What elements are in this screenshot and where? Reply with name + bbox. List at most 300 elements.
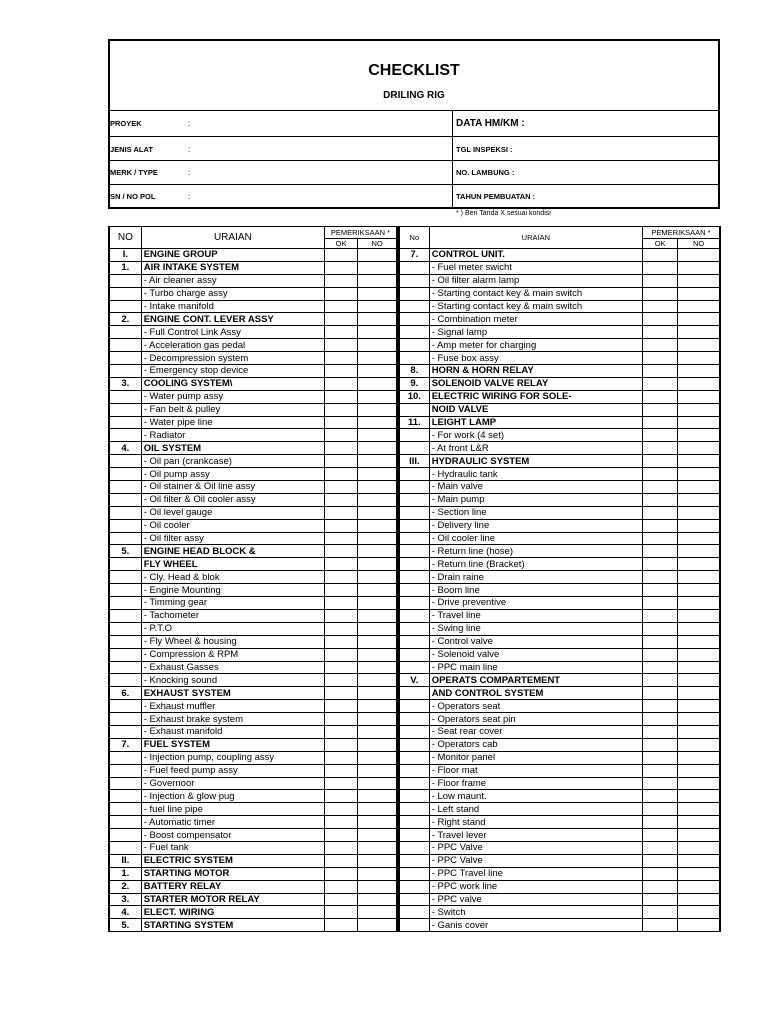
not-ok-checkbox-cell[interactable] [678,352,720,365]
row-number [399,751,429,764]
ok-checkbox-cell[interactable] [324,816,357,829]
not-ok-checkbox-cell[interactable] [358,661,397,674]
not-ok-checkbox-cell[interactable] [358,738,397,751]
not-ok-checkbox-cell[interactable] [678,700,720,713]
ok-checkbox-cell[interactable] [324,558,357,571]
not-ok-checkbox-cell[interactable] [678,313,720,326]
row-number [399,777,429,790]
not-ok-checkbox-cell[interactable] [358,790,397,803]
not-ok-checkbox-cell[interactable] [358,390,397,403]
row-item: - Starting contact key & main switch [429,300,642,313]
ok-checkbox-cell[interactable] [324,313,357,326]
row-number [109,352,141,365]
not-ok-checkbox-cell[interactable] [358,313,397,326]
row-item: ENGINE CONT. LEVER ASSY [141,313,324,326]
ok-checkbox-cell[interactable] [324,468,357,481]
ok-checkbox-cell[interactable] [643,597,678,610]
col-ok-header: OK [643,239,678,249]
ok-checkbox-cell[interactable] [643,713,678,726]
row-number [399,648,429,661]
row-item: - Intake manifold [141,300,324,313]
not-ok-checkbox-cell[interactable] [358,713,397,726]
ok-checkbox-cell[interactable] [643,352,678,365]
not-ok-checkbox-cell[interactable] [678,751,720,764]
not-ok-checkbox-cell[interactable] [358,416,397,429]
tahun-pembuatan-label[interactable]: TAHUN PEMBUATAN : [456,192,536,201]
ok-checkbox-cell[interactable] [643,867,678,880]
ok-checkbox-cell[interactable] [324,700,357,713]
not-ok-checkbox-cell[interactable] [678,674,720,687]
not-ok-checkbox-cell[interactable] [678,597,720,610]
ok-checkbox-cell[interactable] [324,764,357,777]
not-ok-checkbox-cell[interactable] [358,571,397,584]
ok-checkbox-cell[interactable] [643,571,678,584]
ok-checkbox-cell[interactable] [643,313,678,326]
ok-checkbox-cell[interactable] [324,274,357,287]
ok-checkbox-cell[interactable] [324,713,357,726]
not-ok-checkbox-cell[interactable] [678,829,720,842]
not-ok-checkbox-cell[interactable] [358,880,397,893]
row-number [109,841,141,854]
checklist-row [399,764,720,777]
not-ok-checkbox-cell[interactable] [678,906,720,919]
row-item: - Engine Mounting [141,584,324,597]
not-ok-checkbox-cell[interactable] [678,687,720,700]
ok-checkbox-cell[interactable] [324,597,357,610]
not-ok-checkbox-cell[interactable] [678,648,720,661]
not-ok-checkbox-cell[interactable] [358,558,397,571]
not-ok-checkbox-cell[interactable] [678,326,720,339]
not-ok-checkbox-cell[interactable] [678,816,720,829]
not-ok-checkbox-cell[interactable] [678,390,720,403]
ok-checkbox-cell[interactable] [324,854,357,867]
ok-checkbox-cell[interactable] [643,339,678,352]
ok-checkbox-cell[interactable] [324,609,357,622]
ok-checkbox-cell[interactable] [643,751,678,764]
row-number [109,416,141,429]
row-item: HYDRAULIC SYSTEM [429,455,642,468]
ok-checkbox-cell[interactable] [324,661,357,674]
ok-checkbox-cell[interactable] [643,545,678,558]
row-number [399,468,429,481]
not-ok-checkbox-cell[interactable] [678,519,720,532]
checklist-row [109,584,397,597]
ok-checkbox-cell[interactable] [643,700,678,713]
not-ok-checkbox-cell[interactable] [358,377,397,390]
not-ok-checkbox-cell[interactable] [678,854,720,867]
not-ok-checkbox-cell[interactable] [358,481,397,494]
row-item: - Exhaust brake system [141,713,324,726]
not-ok-checkbox-cell[interactable] [358,674,397,687]
ok-checkbox-cell[interactable] [324,584,357,597]
not-ok-checkbox-cell[interactable] [358,725,397,738]
ok-checkbox-cell[interactable] [324,532,357,545]
not-ok-checkbox-cell[interactable] [678,274,720,287]
checklist-row [399,545,720,558]
not-ok-checkbox-cell[interactable] [678,738,720,751]
not-ok-checkbox-cell[interactable] [678,545,720,558]
not-ok-checkbox-cell[interactable] [358,352,397,365]
checklist-row [399,867,720,880]
ok-checkbox-cell[interactable] [324,352,357,365]
not-ok-checkbox-cell[interactable] [678,481,720,494]
not-ok-checkbox-cell[interactable] [678,803,720,816]
not-ok-checkbox-cell[interactable] [678,429,720,442]
not-ok-checkbox-cell[interactable] [358,622,397,635]
ok-checkbox-cell[interactable] [643,816,678,829]
not-ok-checkbox-cell[interactable] [678,300,720,313]
row-item: - PPC Travel line [429,867,642,880]
not-ok-checkbox-cell[interactable] [358,777,397,790]
row-item: - Decompression system [141,352,324,365]
not-ok-checkbox-cell[interactable] [678,880,720,893]
proyek-label: PROYEK [110,119,142,128]
not-ok-checkbox-cell[interactable] [358,468,397,481]
row-number [399,429,429,442]
row-item: OPERATS COMPARTEMENT [429,674,642,687]
not-ok-checkbox-cell[interactable] [358,493,397,506]
not-ok-checkbox-cell[interactable] [358,635,397,648]
not-ok-checkbox-cell[interactable] [358,816,397,829]
checklist-row [109,545,397,558]
not-ok-checkbox-cell[interactable] [358,648,397,661]
row-item: - Injection pump, coupling assy [141,751,324,764]
ok-checkbox-cell[interactable] [324,867,357,880]
checklist-row [109,880,397,893]
row-number [109,700,141,713]
not-ok-checkbox-cell[interactable] [678,635,720,648]
not-ok-checkbox-cell[interactable] [358,584,397,597]
not-ok-checkbox-cell[interactable] [678,725,720,738]
not-ok-checkbox-cell[interactable] [678,661,720,674]
row-number [109,403,141,416]
ok-checkbox-cell[interactable] [643,365,678,378]
not-ok-checkbox-cell[interactable] [358,906,397,919]
ok-checkbox-cell[interactable] [643,519,678,532]
not-ok-checkbox-cell[interactable] [678,532,720,545]
ok-checkbox-cell[interactable] [324,648,357,661]
ok-checkbox-cell[interactable] [324,880,357,893]
not-ok-checkbox-cell[interactable] [358,687,397,700]
row-number [109,777,141,790]
not-ok-checkbox-cell[interactable] [678,558,720,571]
row-number [399,558,429,571]
ok-checkbox-cell[interactable] [324,635,357,648]
ok-checkbox-cell[interactable] [324,249,357,262]
row-item: - Water pump assy [141,390,324,403]
row-item: - Automatic timer [141,816,324,829]
ok-checkbox-cell[interactable] [643,468,678,481]
checklist-row [399,725,720,738]
ok-checkbox-cell[interactable] [643,403,678,416]
not-ok-checkbox-cell[interactable] [358,519,397,532]
ok-checkbox-cell[interactable] [324,365,357,378]
ok-checkbox-cell[interactable] [324,674,357,687]
not-ok-checkbox-cell[interactable] [678,506,720,519]
row-item: STARTER MOTOR RELAY [141,893,324,906]
ok-checkbox-cell[interactable] [643,854,678,867]
not-ok-checkbox-cell[interactable] [358,532,397,545]
ok-checkbox-cell[interactable] [643,893,678,906]
ok-checkbox-cell[interactable] [324,377,357,390]
col-pemeriksaan-header: PEMERIKSAAN * [643,227,720,239]
ok-checkbox-cell[interactable] [643,326,678,339]
ok-checkbox-cell[interactable] [643,803,678,816]
data-hm-km-label[interactable]: DATA HM/KM : [456,118,525,129]
row-item: COOLING SYSTEM\ [141,377,324,390]
row-item: - PPC valve [429,893,642,906]
ok-checkbox-cell[interactable] [324,506,357,519]
checklist-row [109,442,397,455]
no-lambung-label[interactable]: NO. LAMBUNG : [456,168,515,177]
not-ok-checkbox-cell[interactable] [678,468,720,481]
row-item: - PPC Valve [429,841,642,854]
ok-checkbox-cell[interactable] [643,300,678,313]
row-item: - Low maunt. [429,790,642,803]
not-ok-checkbox-cell[interactable] [678,442,720,455]
ok-checkbox-cell[interactable] [643,493,678,506]
row-number: II. [109,854,141,867]
row-item: ENGINE HEAD BLOCK & [141,545,324,558]
not-ok-checkbox-cell[interactable] [678,622,720,635]
ok-checkbox-cell[interactable] [324,300,357,313]
ok-checkbox-cell[interactable] [643,249,678,262]
ok-checkbox-cell[interactable] [643,841,678,854]
proyek-value[interactable]: : [188,119,191,128]
ok-checkbox-cell[interactable] [643,725,678,738]
ok-checkbox-cell[interactable] [643,622,678,635]
not-ok-checkbox-cell[interactable] [358,751,397,764]
ok-checkbox-cell[interactable] [643,919,678,932]
not-ok-checkbox-cell[interactable] [358,274,397,287]
not-ok-checkbox-cell[interactable] [358,829,397,842]
ok-checkbox-cell[interactable] [324,790,357,803]
checklist-row [109,700,397,713]
ok-checkbox-cell[interactable] [643,661,678,674]
row-number [109,751,141,764]
checklist-row [399,751,720,764]
not-ok-checkbox-cell[interactable] [358,803,397,816]
ok-checkbox-cell[interactable] [324,906,357,919]
ok-checkbox-cell[interactable] [643,455,678,468]
row-item: ELECT. WIRING [141,906,324,919]
not-ok-checkbox-cell[interactable] [358,506,397,519]
not-ok-checkbox-cell[interactable] [678,893,720,906]
ok-checkbox-cell[interactable] [324,571,357,584]
ok-checkbox-cell[interactable] [324,455,357,468]
ok-checkbox-cell[interactable] [643,287,678,300]
row-number: III. [399,455,429,468]
ok-checkbox-cell[interactable] [324,481,357,494]
ok-checkbox-cell[interactable] [643,790,678,803]
ok-checkbox-cell[interactable] [324,545,357,558]
ok-checkbox-cell[interactable] [324,919,357,932]
row-item: - P.T.O [141,622,324,635]
ok-checkbox-cell[interactable] [643,532,678,545]
header-divider [108,110,720,111]
ok-checkbox-cell[interactable] [643,738,678,751]
row-item: - Combination meter [429,313,642,326]
ok-checkbox-cell[interactable] [324,841,357,854]
checklist-row [399,906,720,919]
not-ok-checkbox-cell[interactable] [678,571,720,584]
not-ok-checkbox-cell[interactable] [358,287,397,300]
not-ok-checkbox-cell[interactable] [358,764,397,777]
ok-checkbox-cell[interactable] [324,287,357,300]
ok-checkbox-cell[interactable] [324,326,357,339]
not-ok-checkbox-cell[interactable] [678,339,720,352]
ok-checkbox-cell[interactable] [324,390,357,403]
ok-checkbox-cell[interactable] [643,506,678,519]
not-ok-checkbox-cell[interactable] [358,597,397,610]
ok-checkbox-cell[interactable] [324,687,357,700]
ok-checkbox-cell[interactable] [324,829,357,842]
ok-checkbox-cell[interactable] [643,442,678,455]
ok-checkbox-cell[interactable] [324,519,357,532]
row-number [399,622,429,635]
ok-checkbox-cell[interactable] [643,390,678,403]
row-item: - Fuse box assy [429,352,642,365]
col-uraian-header: URAIAN [429,227,642,249]
ok-checkbox-cell[interactable] [643,648,678,661]
ok-checkbox-cell[interactable] [643,764,678,777]
ok-checkbox-cell[interactable] [324,403,357,416]
checklist-row [109,429,397,442]
not-ok-checkbox-cell[interactable] [358,365,397,378]
header-divider [108,136,720,137]
checklist-row [109,300,397,313]
not-ok-checkbox-cell[interactable] [678,713,720,726]
not-ok-checkbox-cell[interactable] [678,609,720,622]
ok-checkbox-cell[interactable] [643,829,678,842]
not-ok-checkbox-cell[interactable] [678,455,720,468]
merk-type-value[interactable]: : [188,168,191,177]
col-uraian-header: URAIAN [141,227,324,249]
not-ok-checkbox-cell[interactable] [678,584,720,597]
not-ok-checkbox-cell[interactable] [358,300,397,313]
row-item: STARTING SYSTEM [141,919,324,932]
not-ok-checkbox-cell[interactable] [358,545,397,558]
not-ok-checkbox-cell[interactable] [358,339,397,352]
ok-checkbox-cell[interactable] [324,751,357,764]
not-ok-checkbox-cell[interactable] [358,609,397,622]
checklist-row [109,339,397,352]
checklist-row [109,674,397,687]
col-no-header: NO [109,227,141,249]
not-ok-checkbox-cell[interactable] [678,867,720,880]
not-ok-checkbox-cell[interactable] [678,764,720,777]
ok-checkbox-cell[interactable] [643,416,678,429]
ok-checkbox-cell[interactable] [324,777,357,790]
not-ok-checkbox-cell[interactable] [358,455,397,468]
ok-checkbox-cell[interactable] [324,893,357,906]
ok-checkbox-cell[interactable] [324,416,357,429]
sn-no-pol-value[interactable]: : [188,192,191,201]
row-item: - Oil cooler line [429,532,642,545]
row-item: - Travel line [429,609,642,622]
not-ok-checkbox-cell[interactable] [678,249,720,262]
row-item: - Oil level gauge [141,506,324,519]
not-ok-checkbox-cell[interactable] [678,403,720,416]
ok-checkbox-cell[interactable] [324,493,357,506]
checklist-row [109,352,397,365]
jenis-alat-value[interactable]: : [188,145,191,154]
row-number [399,545,429,558]
ok-checkbox-cell[interactable] [324,339,357,352]
checklist-row [399,352,720,365]
ok-checkbox-cell[interactable] [643,777,678,790]
ok-checkbox-cell[interactable] [643,558,678,571]
ok-checkbox-cell[interactable] [643,584,678,597]
not-ok-checkbox-cell[interactable] [358,919,397,932]
row-number [109,558,141,571]
not-ok-checkbox-cell[interactable] [678,365,720,378]
row-item: - Drain raine [429,571,642,584]
ok-checkbox-cell[interactable] [643,261,678,274]
ok-checkbox-cell[interactable] [324,442,357,455]
ok-checkbox-cell[interactable] [643,906,678,919]
not-ok-checkbox-cell[interactable] [358,893,397,906]
not-ok-checkbox-cell[interactable] [358,403,397,416]
not-ok-checkbox-cell[interactable] [358,867,397,880]
row-item: SOLENOID VALVE RELAY [429,377,642,390]
tgl-inspeksi-label[interactable]: TGL INSPEKSI : [456,145,513,154]
ok-checkbox-cell[interactable] [324,725,357,738]
ok-checkbox-cell[interactable] [643,377,678,390]
checklist-row [109,738,397,751]
ok-checkbox-cell[interactable] [643,635,678,648]
row-item: - Seat rear cover [429,725,642,738]
not-ok-checkbox-cell[interactable] [678,261,720,274]
ok-checkbox-cell[interactable] [643,880,678,893]
ok-checkbox-cell[interactable] [643,481,678,494]
not-ok-checkbox-cell[interactable] [678,777,720,790]
not-ok-checkbox-cell[interactable] [358,326,397,339]
checklist-row [109,661,397,674]
not-ok-checkbox-cell[interactable] [358,429,397,442]
not-ok-checkbox-cell[interactable] [678,377,720,390]
ok-checkbox-cell[interactable] [324,429,357,442]
not-ok-checkbox-cell[interactable] [678,493,720,506]
ok-checkbox-cell[interactable] [643,609,678,622]
ok-checkbox-cell[interactable] [643,274,678,287]
not-ok-checkbox-cell[interactable] [678,416,720,429]
not-ok-checkbox-cell[interactable] [358,854,397,867]
not-ok-checkbox-cell[interactable] [678,287,720,300]
not-ok-checkbox-cell[interactable] [358,442,397,455]
row-number [109,816,141,829]
not-ok-checkbox-cell[interactable] [358,249,397,262]
not-ok-checkbox-cell[interactable] [678,841,720,854]
row-item: - For work (4 set) [429,429,642,442]
ok-checkbox-cell[interactable] [643,429,678,442]
not-ok-checkbox-cell[interactable] [358,841,397,854]
not-ok-checkbox-cell[interactable] [678,919,720,932]
ok-checkbox-cell[interactable] [324,738,357,751]
not-ok-checkbox-cell[interactable] [358,261,397,274]
checklist-row [399,377,720,390]
checklist-row [399,700,720,713]
ok-checkbox-cell[interactable] [324,261,357,274]
row-number [109,635,141,648]
ok-checkbox-cell[interactable] [324,803,357,816]
ok-checkbox-cell[interactable] [324,622,357,635]
ok-checkbox-cell[interactable] [643,687,678,700]
not-ok-checkbox-cell[interactable] [678,790,720,803]
checklist-row [109,751,397,764]
not-ok-checkbox-cell[interactable] [358,700,397,713]
ok-checkbox-cell[interactable] [643,674,678,687]
